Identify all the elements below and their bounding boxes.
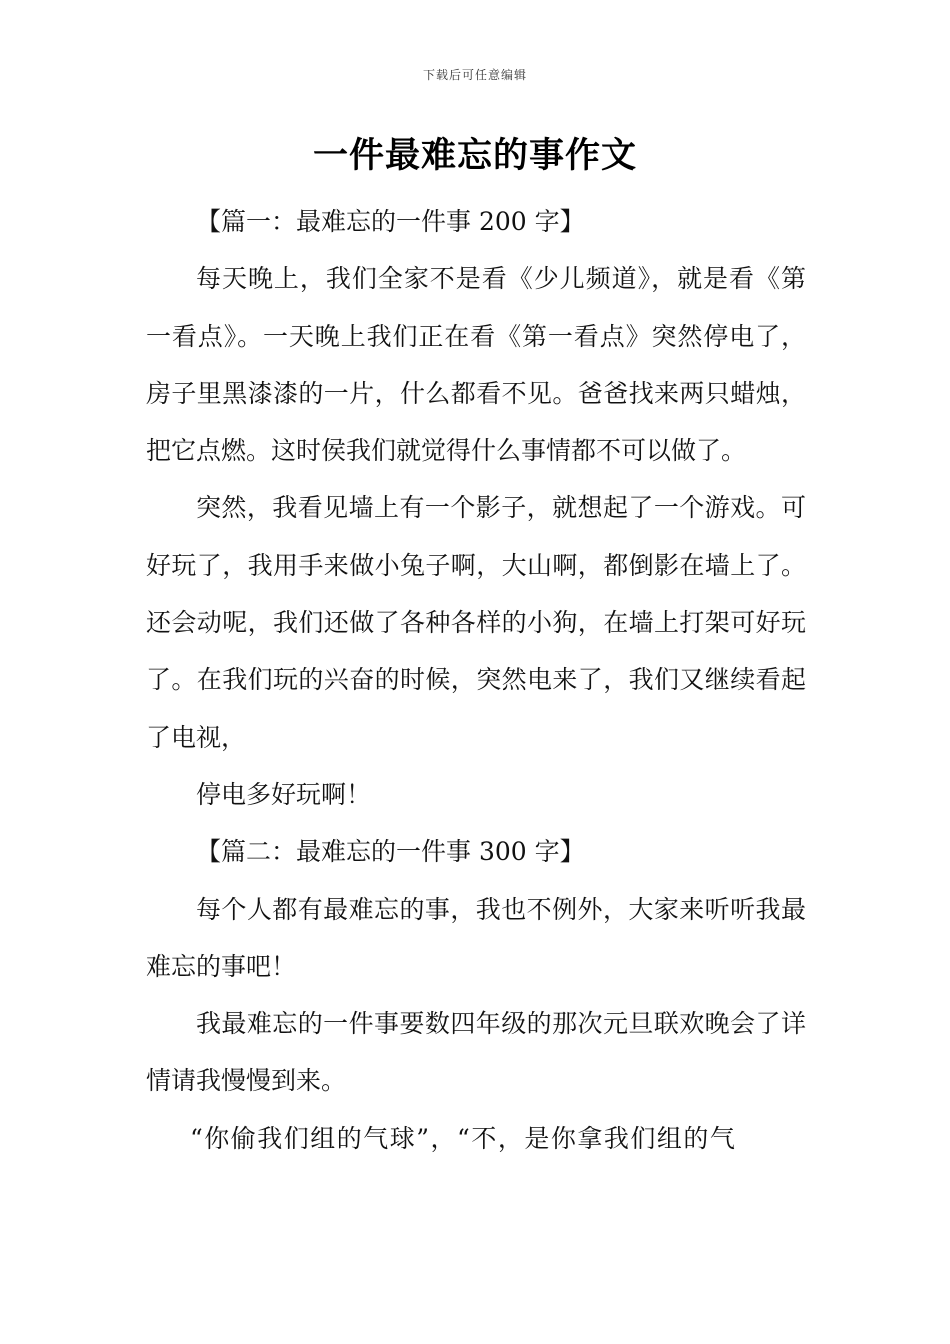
paragraph: 我最难忘的一件事要数四年级的那次元旦联欢晚会了详情请我慢慢到来。	[146, 1009, 806, 1096]
paragraph: 突然，我看见墙上有一个影子，就想起了一个游戏。可好玩了，我用手来做小兔子啊，大山啊，都倒影在墙上了。还会动呢，我们还做了各种各样的小狗，在墙上打架可好玩了。在我们玩的兴奋的时候，突然电来了，我们又继续看起了电视，	[146, 493, 806, 752]
paragraph: 每天晚上，我们全家不是看《少儿频道》，就是看《第一看点》。一天晚上我们正在看《第一看点》突然停电了，房子里黑漆漆的一片，什么都看不见。爸爸找来两只蜡烛，把它点燃。这时侯我们就觉得什么事情都不可以做了。	[146, 264, 806, 466]
section-heading-1: 【篇一：最难忘的一件事 200 字】	[196, 207, 585, 236]
paragraph: “你偷我们组的气球”，“不，是你拿我们组的气	[190, 1123, 737, 1153]
paragraph: 停电多好玩啊！	[196, 779, 372, 809]
header-note: 下载后可任意编辑	[422, 68, 527, 82]
paragraph: 每个人都有最难忘的事，我也不例外，大家来听听我最难忘的事吧！	[146, 894, 806, 981]
document-title: 一件最难忘的事作文	[312, 136, 637, 176]
document-body	[146, 193, 806, 1167]
section-heading-2: 【篇二：最难忘的一件事 300 字】	[196, 837, 585, 867]
